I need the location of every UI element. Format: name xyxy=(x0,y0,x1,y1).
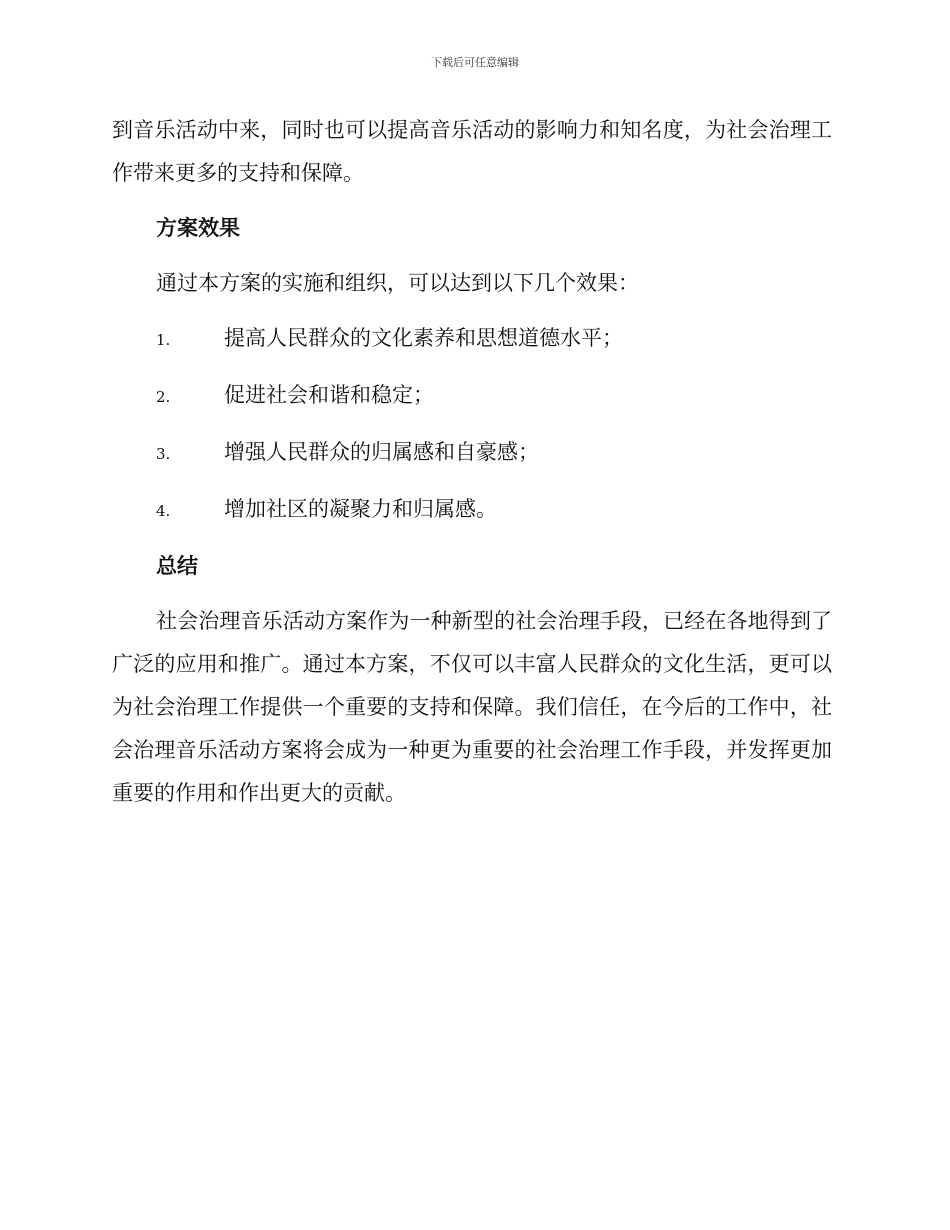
list-item xyxy=(112,317,832,362)
list-item xyxy=(112,488,832,533)
list-item xyxy=(112,431,832,476)
list-item-number: 3. xyxy=(156,445,171,463)
summary-heading: 总结 xyxy=(156,554,198,578)
document-body xyxy=(112,109,832,815)
list-item xyxy=(112,374,832,419)
summary-paragraph: 社会治理音乐活动方案作为一种新型的社会治理手段，已经在各地得到了广泛的应用和推广。通过本方案，不仅可以丰富人民群众的文化生活，更可以为社会治理工作提供一个重要的支持和保障。我们信任，在今后的工作中，社会治理音乐活动方案将会成为一种更为重要的社会治理工作手段，并发挥更加重要的作用和作出更大的贡献。 xyxy=(112,609,832,805)
intro-paragraph: 到音乐活动中来，同时也可以提高音乐活动的影响力和知名度，为社会治理工作带来更多的支持和保障。 xyxy=(112,118,832,185)
list-item-text: 提高人民群众的文化素养和思想道德水平； xyxy=(224,326,623,350)
page-header: 下载后可任意编辑 xyxy=(431,56,519,69)
list-item-number: 1. xyxy=(156,331,171,349)
list-item-number: 2. xyxy=(156,388,171,406)
effects-heading: 方案效果 xyxy=(156,216,240,240)
list-item-number: 4. xyxy=(156,502,171,520)
list-item-text: 促进社会和谐和稳定； xyxy=(224,383,434,407)
list-item-text: 增强人民群众的归属感和自豪感； xyxy=(224,440,539,464)
list-item-text: 增加社区的凝聚力和归属感。 xyxy=(224,497,497,521)
effects-lead: 通过本方案的实施和组织，可以达到以下几个效果： xyxy=(156,271,639,295)
effects-list xyxy=(112,317,832,533)
summary-section xyxy=(112,600,832,815)
